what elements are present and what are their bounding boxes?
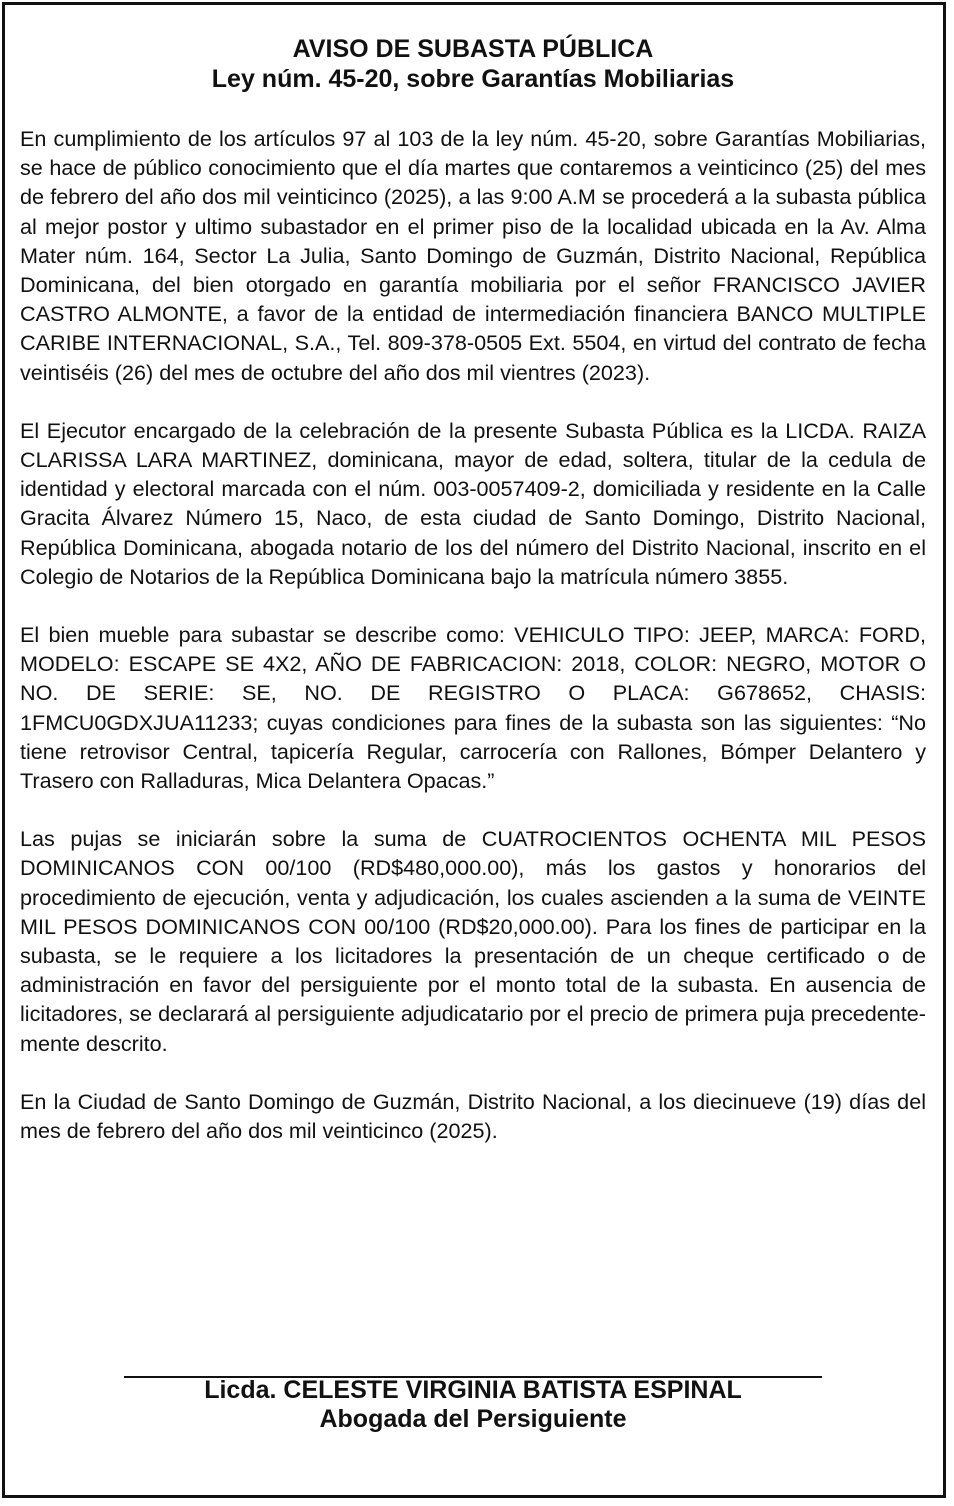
paragraph-place-date: En la Ciudad de Santo Domingo de Guzmán, Distrito Nacional, a los diecinueve (19) días del mes de febrero del año dos mil veinticinco (2025). — [20, 1088, 926, 1144]
paragraph-bidding-terms: Las pujas se iniciarán sobre la suma de CUATROCIENTOS OCHENTA MIL PESOS DOMINICANOS CON 00/100 (RD$480,000.00), más los gastos y honorarios del procedimiento de ejecución, venta y adjudicación, los cuales ascienden a la suma de VEINTE MIL PESOS DOMINICANOS CON 00/100 (RD$20,000.00). Para los fines de participar en la subasta, se le requiere a los licitadores la presentación de un cheque certificado o de administración en favor del persiguiente por el monto total de la subasta. En ausencia de licitadores, se declarará al persiguiente adjudicatario por el precio de primera puja precedentemente descrito. — [20, 826, 926, 1056]
paragraph-executor: El Ejecutor encargado de la celebración de la presente Subasta Pública es la LICDA. RAIZA CLARISSA LARA MARTINEZ, dominicana, mayor de edad, soltera, titular de la cedula de identidad y electoral marcada con el núm. 003-0057409-2, domiciliada y residente en la Calle Gracita Álvarez Número 15, Naco, de esta ciudad de Santo Domingo, Distrito Nacional, República Dominicana, abogada notario de los del número del Distrito Nacional, inscrito en el Colegio de Notarios de la República Dominicana bajo la matrícula número 3855. — [20, 417, 926, 589]
signature-name: Licda. CELESTE VIRGINIA BATISTA ESPINAL — [204, 1376, 742, 1404]
notice-title: AVISO DE SUBASTA PÚBLICA — [292, 35, 654, 63]
signature-role: Abogada del Persiguiente — [319, 1405, 627, 1433]
notice-subtitle: Ley núm. 45-20, sobre Garantías Mobiliarias — [211, 65, 735, 93]
paragraph-auction-notice: En cumplimiento de los artículos 97 al 103 de la ley núm. 45-20, sobre Garantías Mobiliarias, se hace de público conocimiento que el día martes que contaremos a veinticinco (25) del mes de febrero del año dos mil veinticinco (2025), a las 9:00 A.M se procederá a la subasta pública al mejor postor y ultimo subastador en el primer piso de la localidad ubicada en la Av. Alma Mater núm. 164, Sector La Julia, Santo Domingo de Guzmán, Distrito Nacional, República Dominicana, del bien otorgado en garantía mobiliaria por el señor FRANCISCO JAVIER CASTRO ALMONTE, a favor de la entidad de intermediación financiera BANCO MULTIPLE CARIBE INTERNACIONAL, S.A., Tel. 809-378-0505 Ext. 5504, en virtud del contrato de fecha veintiséis (26) del mes de octubre del año dos mil vientres (2023). — [20, 126, 926, 385]
paragraph-vehicle-description: El bien mueble para subastar se describe como: VEHICULO TIPO: JEEP, MARCA: FORD, MODELO: ESCAPE SE 4X2, AÑO DE FABRICACION: 2018, COLOR: NEGRO, MOTOR O NO. DE SERIE: SE, NO. DE REGISTRO O PLACA: G678652, CHASIS: 1FMCU0GDXJUA11233; cuyas condiciones para fines de la subasta son las siguientes: “No tiene retrovisor Central, tapicería Regular, carrocería con Rallones, Bómper Delantero y Trasero con Ralladuras, Mica Delantera Opacas.” — [20, 622, 926, 794]
notice-document — [20, 34, 926, 1174]
